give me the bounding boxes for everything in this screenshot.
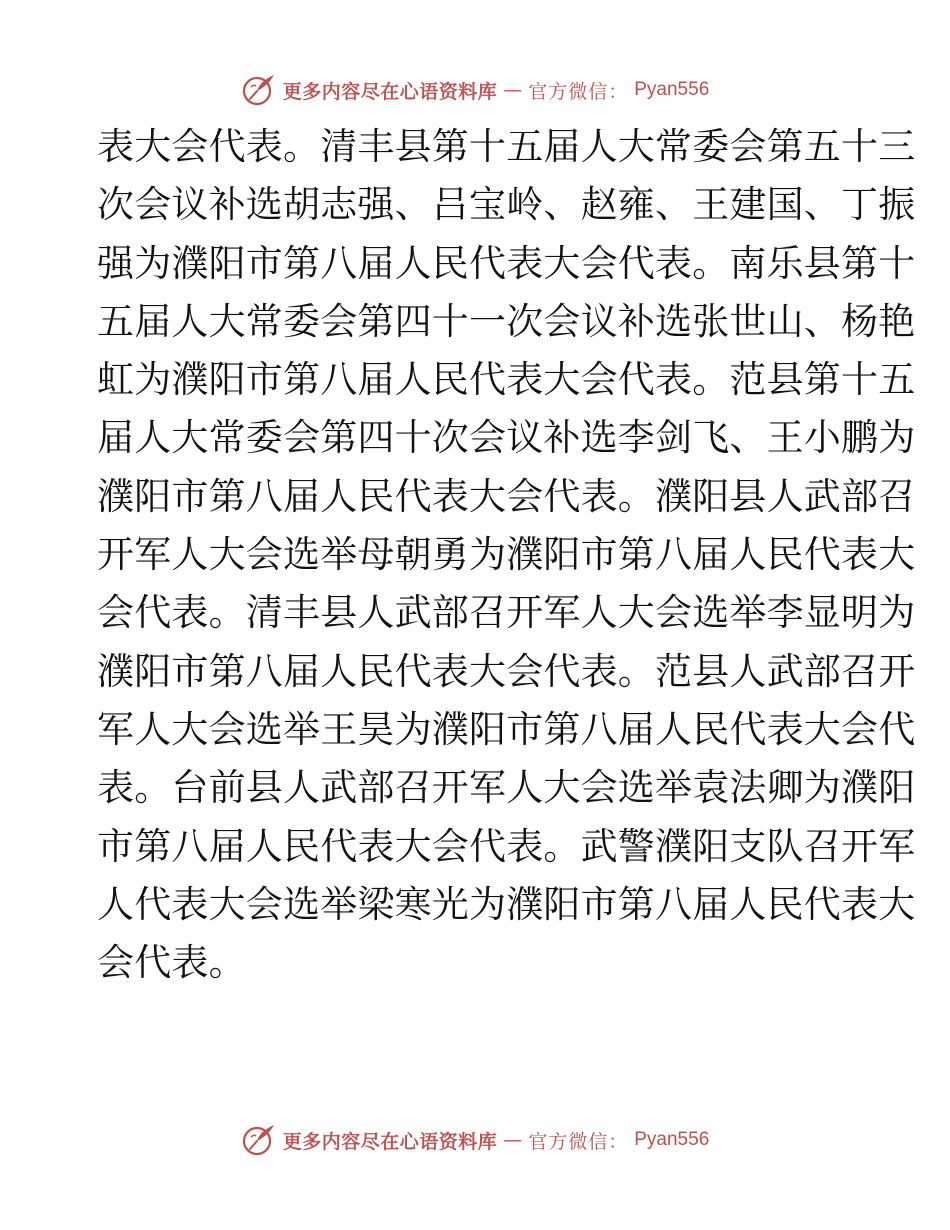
body-line: 表大会代表。清丰县第十五届人大常委会第五十三 (97, 125, 916, 168)
body-line: 濮阳市第八届人民代表大会代表。濮阳县人武部召 (97, 474, 916, 518)
body-line: 人代表大会选举梁寒光为濮阳市第八届人民代表大 (97, 882, 916, 926)
body-line: 濮阳市第八届人民代表大会代表。范县人武部召开 (97, 649, 916, 693)
banner-wechat-id: Pyan556 (634, 79, 710, 100)
banner-dash: — (503, 79, 523, 101)
pen-feather-logo-icon (241, 72, 277, 108)
banner-main-text: 更多内容尽在心语资料库 (282, 1130, 498, 1153)
banner-wechat-id: Pyan556 (634, 1129, 710, 1150)
body-line: 会代表。清丰县人武部召开军人大会选举李显明为 (97, 591, 916, 635)
body-line: 虹为濮阳市第八届人民代表大会代表。范县第十五 (97, 358, 916, 402)
body-line: 会代表。 (97, 941, 246, 985)
body-line: 市第八届人民代表大会代表。武警濮阳支队召开军 (97, 824, 916, 868)
banner-sub-text: 官方微信： (528, 1130, 629, 1153)
body-line: 开军人大会选举母朝勇为濮阳市第八届人民代表大 (97, 533, 916, 577)
banner-dash: — (503, 1129, 523, 1151)
banner-main-text: 更多内容尽在心语资料库 (282, 80, 498, 103)
footer-banner (0, 1120, 950, 1160)
body-line: 表。台前县人武部召开军人大会选举袁法卿为濮阳 (97, 766, 916, 810)
document-body (97, 118, 916, 992)
header-banner (0, 70, 950, 110)
body-line: 五届人大常委会第四十一次会议补选张世山、杨艳 (97, 299, 916, 343)
pen-feather-logo-icon (241, 1122, 277, 1158)
body-line: 军人大会选举王昊为濮阳市第八届人民代表大会代 (97, 707, 916, 751)
body-line: 届人大常委会第四十次会议补选李剑飞、王小鹏为 (97, 416, 916, 460)
body-line: 次会议补选胡志强、吕宝岭、赵雍、王建国、丁振 (97, 183, 916, 227)
body-line: 强为濮阳市第八届人民代表大会代表。南乐县第十 (97, 241, 916, 285)
banner-sub-text: 官方微信： (528, 80, 629, 103)
